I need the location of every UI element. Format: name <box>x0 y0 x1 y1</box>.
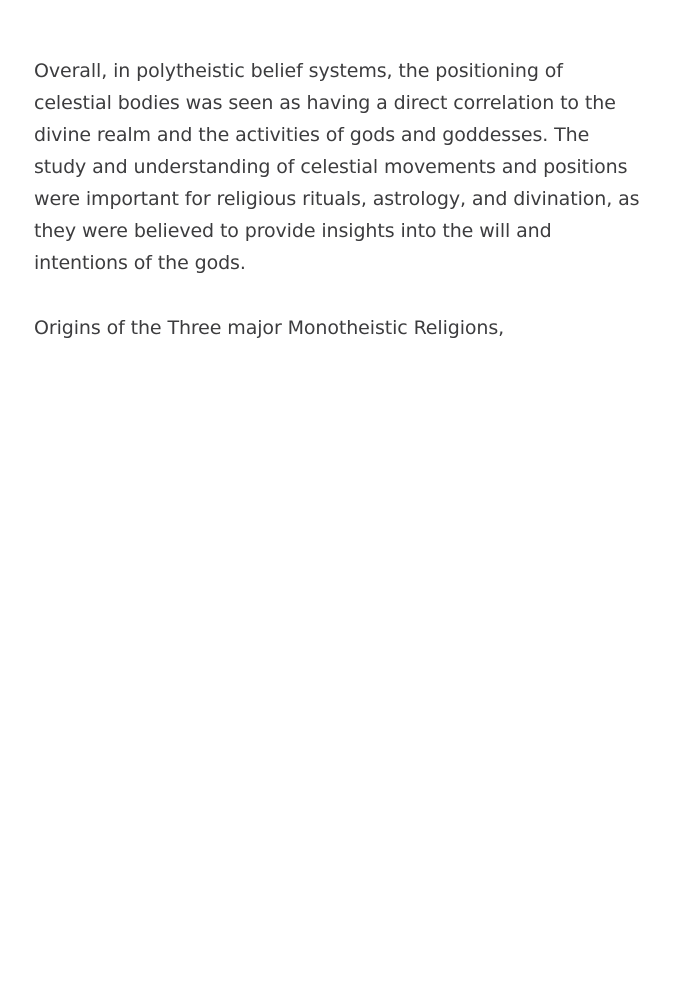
text-line: celestial bodies was seen as having a direct correlation to the <box>34 92 616 114</box>
text-line: were important for religious rituals, astrology, and divination, as <box>34 188 640 210</box>
text-line: study and understanding of celestial movements and positions <box>34 156 628 178</box>
text-line: they were believed to provide insights into the will and <box>34 220 552 242</box>
text-line: Overall, in polytheistic belief systems, the positioning of <box>34 60 563 82</box>
paragraph-monotheistic-origins <box>34 312 674 344</box>
text-line: intentions of the gods. <box>34 252 246 274</box>
text-line: Origins of the Three major Monotheistic Religions, <box>34 317 505 339</box>
paragraph-celestial-bodies <box>34 55 674 279</box>
document-body <box>34 55 674 377</box>
text-line: divine realm and the activities of gods and goddesses. The <box>34 124 590 146</box>
